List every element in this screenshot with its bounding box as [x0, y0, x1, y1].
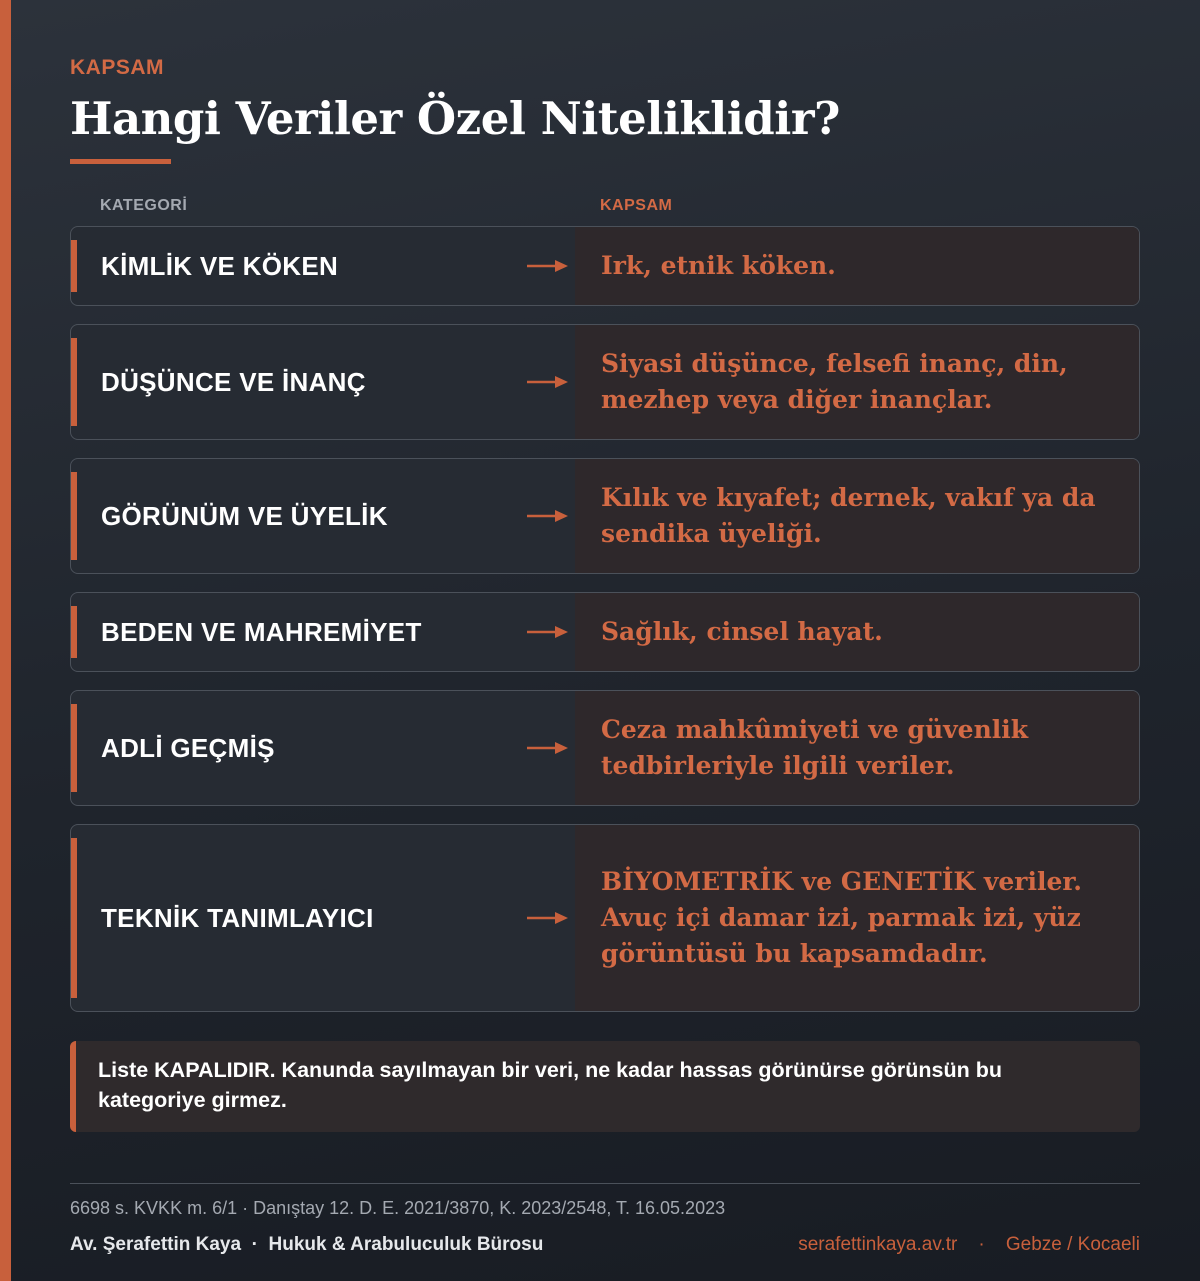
arrow-right-icon	[527, 740, 569, 756]
author-line: Av. Şerafettin Kaya · Hukuk & Arabuluculuk Bürosu	[70, 1234, 544, 1255]
left-accent-bar	[0, 0, 11, 1281]
note-text: Liste KAPALIDIR. Kanunda sayılmayan bir veri, ne kadar hassas görünürse görünsün bu kategoriye girmez.	[98, 1058, 1003, 1112]
eyebrow-label: KAPSAM	[70, 56, 165, 79]
scope-text: Siyasi düşünce, felsefi inanç, din, mezhep veya diğer inançlar.	[601, 349, 1068, 414]
row-accent	[71, 606, 77, 658]
category-row	[70, 324, 1140, 440]
scope-text: Irk, etnik köken.	[601, 251, 836, 280]
arrow-right-icon	[527, 910, 569, 926]
row-accent	[71, 338, 77, 426]
row-accent	[71, 704, 77, 792]
arrow-right-icon	[527, 508, 569, 524]
row-accent	[71, 472, 77, 560]
category-row	[70, 592, 1140, 672]
category-label: ADLİ GEÇMİŞ	[101, 732, 275, 763]
category-label: DÜŞÜNCE VE İNANÇ	[101, 366, 366, 397]
footer-divider	[70, 1183, 1140, 1184]
category-label: BEDEN VE MAHREMİYET	[101, 616, 422, 647]
closed-list-note	[70, 1041, 1140, 1132]
column-header-category: KATEGORİ	[100, 197, 188, 214]
category-label: TEKNİK TANIMLAYICI	[101, 902, 374, 933]
website-location: serafettinkaya.av.tr · Gebze / Kocaeli	[798, 1234, 1140, 1255]
scope-text: BİYOMETRİK ve GENETİK veriler. Avuç içi damar izi, parmak izi, yüz görüntüsü bu kapsamdadır.	[601, 867, 1082, 968]
row-accent	[71, 838, 77, 998]
scope-text: Sağlık, cinsel hayat.	[601, 617, 883, 646]
category-row	[70, 458, 1140, 574]
category-label: KİMLİK VE KÖKEN	[101, 250, 339, 281]
row-accent	[71, 240, 77, 292]
arrow-right-icon	[527, 624, 569, 640]
category-row	[70, 226, 1140, 306]
legal-citation: 6698 s. KVKK m. 6/1 · Danıştay 12. D. E. 2021/3870, K. 2023/2548, T. 16.05.2023	[70, 1198, 726, 1218]
category-label: GÖRÜNÜM VE ÜYELİK	[101, 500, 388, 531]
category-row	[70, 690, 1140, 806]
column-header-scope: KAPSAM	[600, 197, 673, 214]
page-title: Hangi Veriler Özel Niteliklidir?	[70, 92, 840, 145]
note-accent	[70, 1041, 76, 1132]
arrow-right-icon	[527, 374, 569, 390]
scope-text: Kılık ve kıyafet; dernek, vakıf ya da sendika üyeliği.	[601, 483, 1096, 548]
category-row	[70, 824, 1140, 1012]
title-underline	[70, 159, 171, 164]
scope-text: Ceza mahkûmiyeti ve güvenlik tedbirleriyle ilgili veriler.	[601, 715, 1029, 780]
arrow-right-icon	[527, 258, 569, 274]
